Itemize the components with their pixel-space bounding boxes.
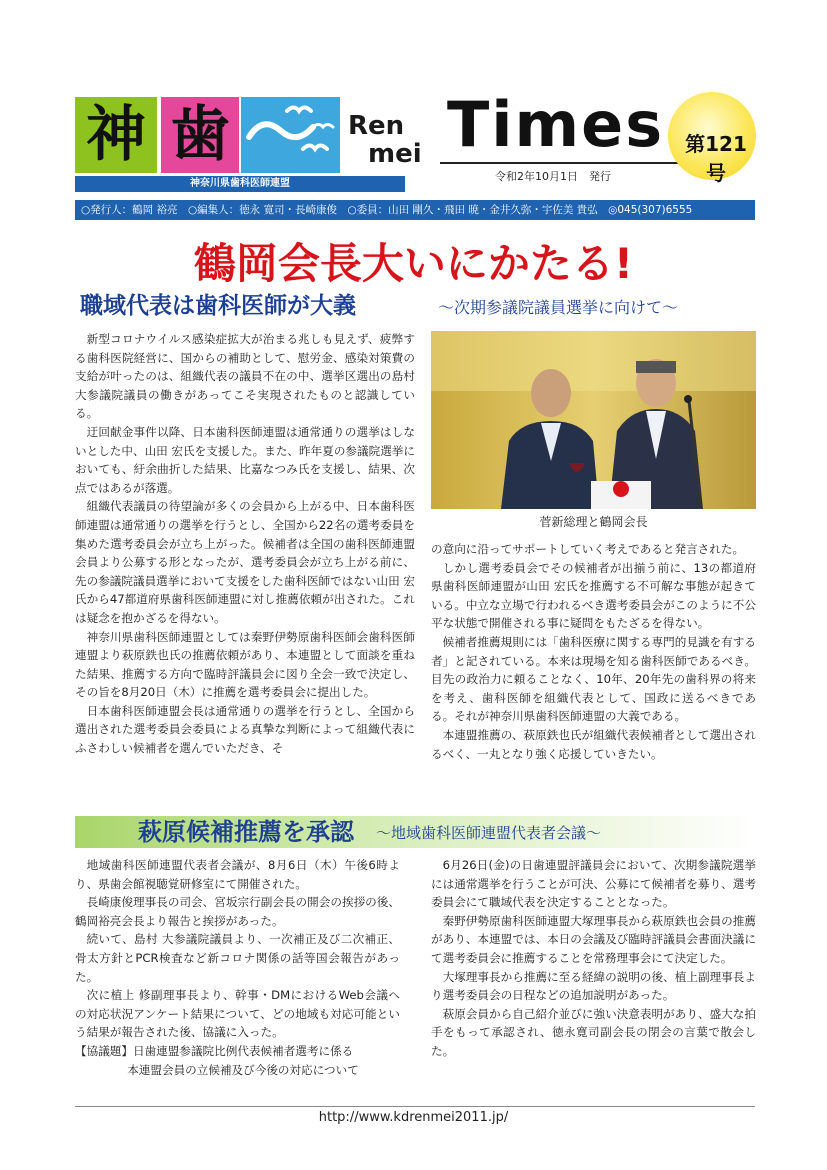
section2-paragraph: 萩原会員から自己紹介並びに強い決意表明があり、盛大な拍手をもって承認され、徳永寛司副会長の閉会の言葉で散会した。: [431, 1006, 756, 1058]
section2-paragraph: 続いて、島村 大参議院議員より、一次補正及び二次補正、骨太方針とPCR検査など新コロナ関係の話等国会報告があった。: [75, 932, 400, 984]
article1-paragraph: 迂回献金事件以降、日本歯科医師連盟は通常通りの選挙はしないとした中、山田 宏氏を支援した。また、昨年夏の参議院選挙においても、紆余曲折した結果、比嘉なつみ氏を支援し、結果、次点ではあるが落選。: [75, 424, 415, 495]
masthead-renmei-logo: [348, 112, 428, 168]
article1-left-column: [75, 330, 415, 758]
masthead-times-title: Times: [447, 88, 665, 161]
photo-caption: 菅新総理と鶴岡会長: [539, 515, 648, 529]
masthead-org-bar: 神奈川県歯科医師連盟: [75, 176, 405, 192]
section2-paragraph: 秦野伊勢原歯科医師連盟大塚理事長から萩原鉄也会員の推薦があり、本連盟では、本日の会議及び臨時評議員会書面決議にて選考委員会に推薦することを常務理事会にて決定した。: [431, 913, 756, 965]
section2-paragraph: 大塚理事長から推薦に至る経緯の説明の後、植上副理事長より選考委員会の日程などの追加説明があった。: [431, 969, 756, 1003]
masthead-ha-block: [161, 97, 239, 173]
article1-paragraph: 組織代表議員の待望論が多くの会員から上がる中、日本歯科医師連盟は通常通りの選挙を行うとし、全国から22名の選考委員を集めた選考委員会が立ち上がった。候補者は全国の歯科医師連盟会員より公募する形となったが、選考委員会が立ち上がる前に、先の参議院議員選挙において支援をした歯科医師ではない山田 宏氏から47都道府県歯科医師連盟に対し推薦依頼が出された。これは疑念を抱かざるを得ない。: [75, 499, 415, 625]
masthead-kanji-ha: 歯: [170, 100, 230, 170]
staff-line: ○発行人：鶴岡 裕亮 ○編集人：徳永 寛司・長崎康俊 ○委員：山田 剛久・飛田 暁・金井久弥・宇佐美 貴弘 ◎045(307)6555: [75, 200, 755, 220]
article1-paragraph: 新型コロナウイルス感染症拡大が治まる兆しも見えず、疲弊する歯科医院経営に、国からの補助として、慰労金、感染対策費の支給が叶ったのは、組織代表の議員不在の中、選挙区選出の島村 大参議院議員の働きがあってこそ実現されたものと認識している。: [75, 332, 415, 421]
section2-paragraph: 6月26日(金)の日歯連盟評議員会において、次期参議院選挙には通常選挙を行うことが可決、公募にて候補者を募り、選考委員会にて職域代表を決定することとなった。: [431, 858, 756, 910]
article1-paragraph: 神奈川県歯科医師連盟としては秦野伊勢原歯科医師会歯科医師連盟より萩原鉄也氏の推薦依頼があり、本連盟として面談を重ねた結果、推薦する方向で臨時評議員会に図り全会一致で決定し、その旨を8月20日（木）に推薦を選考委員会に提出した。: [75, 629, 415, 700]
issue-number: 第121号: [685, 132, 747, 185]
masthead-seagull-block: [241, 97, 340, 173]
footer-rule: [75, 1106, 755, 1107]
masthead-kanji-kami: 神: [86, 100, 146, 170]
event-photo-image: [431, 331, 756, 509]
section2-left-column: [75, 856, 400, 1079]
masthead-rule: [440, 162, 680, 164]
article1-paragraph: 本連盟推薦の、萩原鉄也氏が組織代表候補者として選出されるべく、一丸となり強く応援していきたい。: [431, 727, 756, 761]
section2-paragraph: 長崎康俊理事長の司会、宮坂宗行副会長の開会の挨拶の後、鶴岡裕亮会長より報告と挨拶があった。: [75, 895, 400, 928]
footer-url[interactable]: http://www.kdrenmei2011.jp/: [318, 1110, 509, 1125]
masthead-kami-block: [75, 97, 157, 173]
article-subhead-note: 〜次期参議院議員選挙に向けて〜: [438, 298, 679, 317]
article1-paragraph: 候補者推薦規則には「歯科医療に関する専門的見識を有する者」と記されている。本来は現場を知る歯科医師であるべき。目先の政治力に頼ることなく、10年、20年先の歯科界の将来を考え、歯科医師を組織代表として、国政に送るべきである。それが神奈川県歯科医師連盟の大義である。: [431, 634, 756, 724]
section2-paragraph: 次に植上 修副理事長より、幹事・DMにおけるWeb会議への対応状況アンケート結果について、どの地域も対応可能という結果が報告された後、協議に入った。: [75, 988, 400, 1040]
main-headline: 鶴岡会長大いにかたる!: [193, 239, 634, 288]
section2-subtitle: 〜地域歯科医師連盟代表者会議〜: [376, 824, 602, 842]
deliberation-label: 【協議題】日歯連盟参議院比例代表候補者選考に係る: [75, 1043, 354, 1058]
article1-paragraph: の意向に沿ってサポートしていく考えであると発言された。: [431, 542, 745, 556]
seagull-wave-icon: [241, 97, 340, 173]
article1-paragraph: しかし選考委員会でその候補者が出揃う前に、13の都道府県歯科医師連盟が山田 宏氏を推薦する不可解な事態が起きている。中立な立場で行われるべき選考委員会がこのように不公平な状態で開催される事に疑問をもたざるを得ない。: [431, 560, 756, 631]
article-photo: [431, 331, 756, 509]
renmei-mei: mei: [368, 139, 422, 169]
section2-paragraph: 地域歯科医師連盟代表者会議が、8月6日（木）午後6時より、県歯会館視聴覚研修室にて開催された。: [75, 858, 400, 891]
article1-right-column: [431, 540, 756, 763]
section2-title: 萩原候補推薦を承認: [138, 818, 354, 846]
article1-paragraph: 日本歯科医師連盟会長は通常通りの選挙を行うとし、全国から選出された選考委員会委員による真摯な判断によって組織代表にふさわしい候補者を選んでいただき、そ: [75, 703, 415, 756]
issue-date: 令和2年10月1日 発行: [495, 170, 611, 183]
article-subhead: 職域代表は歯科医師が大義: [80, 293, 356, 319]
deliberation-continuation: 本連盟会員の立候補及び今後の対応について: [127, 1062, 359, 1077]
section2-right-column: [431, 856, 756, 1061]
renmei-ren: Ren: [348, 111, 405, 141]
